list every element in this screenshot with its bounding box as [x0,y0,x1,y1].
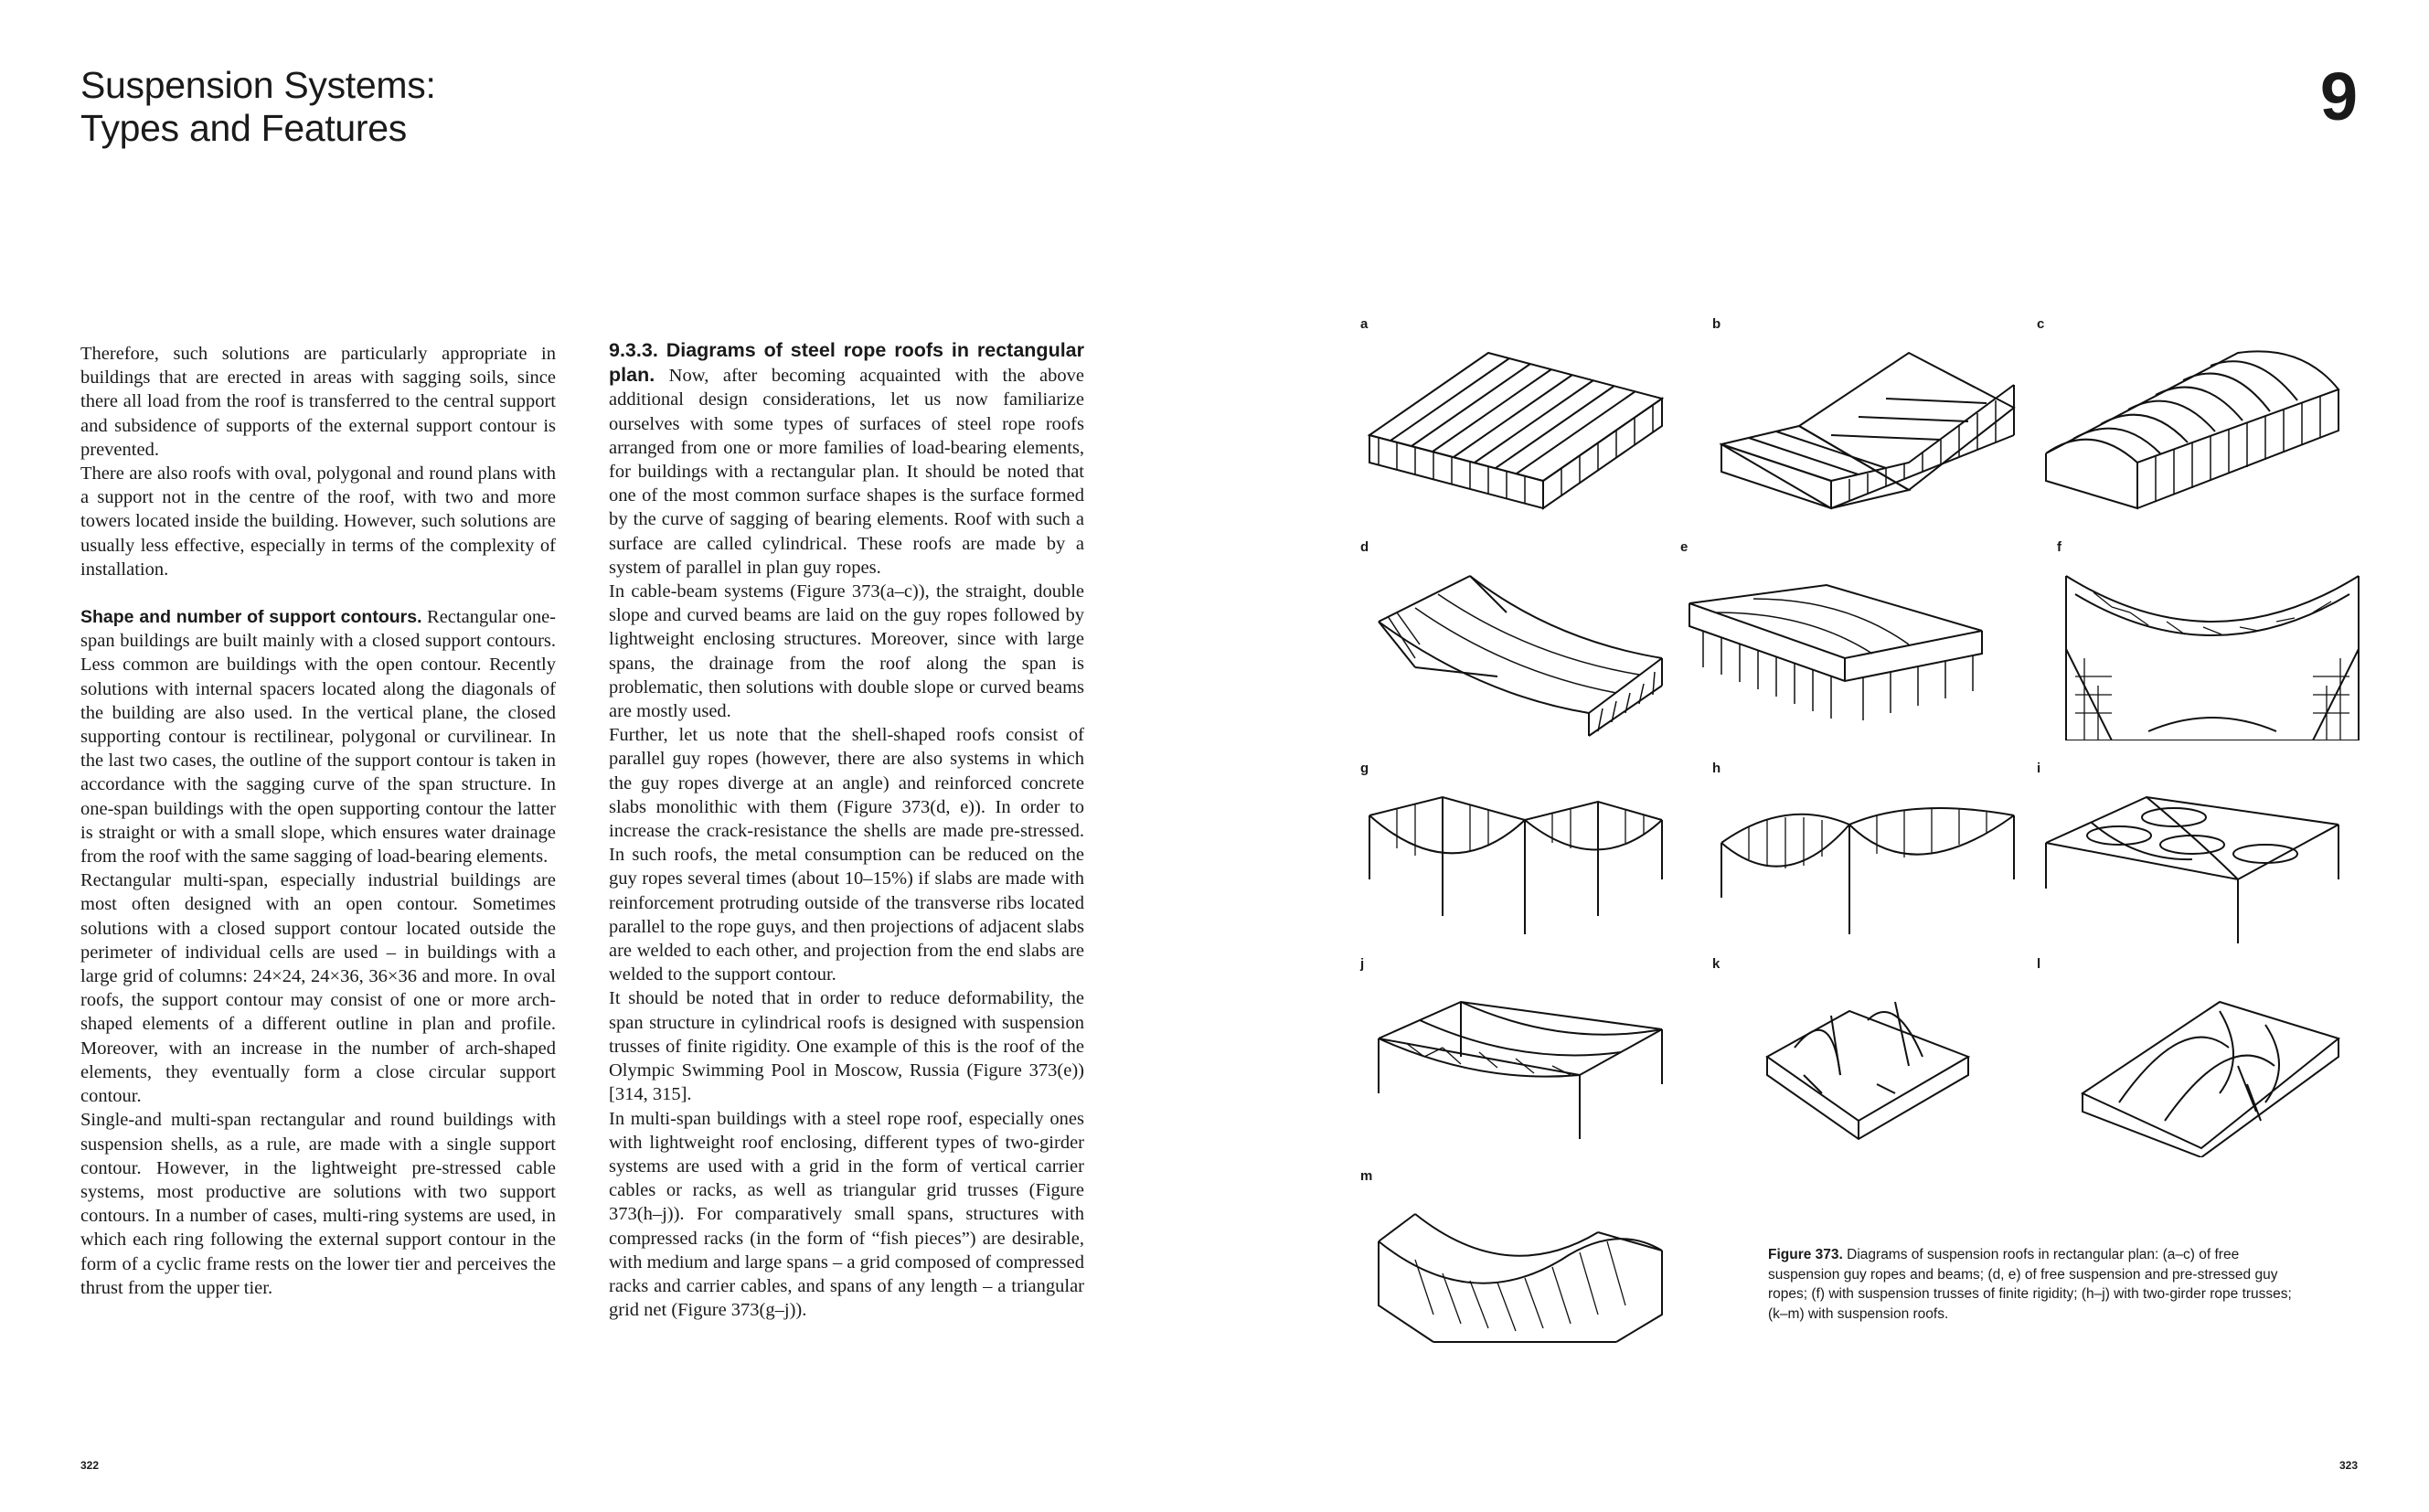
paragraph-text: Rectangular one-span buildings are built mainly with a closed support contours. Less common are buildings with the open contour. Recently solutions with internal spacers located along the diagonals of the building are also used. In the vertical plane, the closed supporting contour is rectilinear, polygonal or curvilinear. In the last two cases, the outline of the support contour is taken in accordance with the sagging curve of the span structure. In one-span buildings with the open supporting contour the latter is straight or with a small slope, which ensures water drainage from the roof with the same sagging of load-bearing elements. [80,607,556,868]
paragraph: Further, let us note that the shell-shaped roofs consist of parallel guy ropes (however, there are also systems in which the guy ropes diverge at an angle) and reinforced concrete slabs monolithic with them (Figure 373(d, e)). In order to increase the crack-resistance the shells are made pre-stressed. In such roofs, the metal consumption can be reduced on the guy ropes several times (about 10–15%) if slabs are made with reinforcement protruding outside of the transverse ribs located parallel to the rope guys, and then projections of adjacent slabs are welded to each other, and projection from the end slabs are welded to the support contour. [609,725,1084,985]
paragraph: Rectangular multi-span, especially industrial buildings are most often designed with an open contour. Sometimes solutions with a closed support contour located outside the perimeter of individual cells are used – in buildings with a large grid of columns: 24×24, 24×36, 36×36 and more. In oval roofs, the support contour may consist of one or more arch-shaped elements of a different outline in plan and profile. Moreover, with an increase in the number of arch-shaped elements, they eventually form a close circular support contour. [80,870,556,1107]
chapter-number: 9 [2319,59,2358,134]
panel-letter: d [1360,539,1369,555]
panel-letter: c [2037,316,2045,332]
panel-letter: h [1712,761,1721,776]
panel-letter: e [1680,539,1689,555]
title-line-1: Suspension Systems: [80,64,436,106]
text-column-left [80,342,556,1300]
paragraph: In cable-beam systems (Figure 373(a–c)), the straight, double slope and curved beams are laid on the guy ropes followed by lightweight enclosing structures. Moreover, since with large spans, the drainage from the roof along the span is problematic, then solutions with double slope or curved beams are mostly used. [609,581,1084,722]
run-in-heading: Shape and number of support contours. [80,607,422,628]
figure-caption [1768,1245,2307,1324]
diagram-two-girder-racks [1360,779,1671,962]
diagram-double-slope-roof [1712,335,2023,517]
title-line-2: Types and Features [80,107,407,149]
figure-panel-g [1360,761,1671,943]
diagram-suspension-truss-section [2057,558,2368,740]
diagram-two-girder-lenticular [1712,779,2023,962]
paragraph-text: Now, after becoming acquainted with the above additional design considerations, let us now familiarize ourselves with some types of surfaces of steel rope roofs arranged from one or more families of load-bearing elements, for buildings with a rectangular plan. It should be noted that one of the most common surface shapes is the surface formed by the curve of sagging of bearing elements. Roof with such a surface are called cylindrical. These roofs are made by a system of parallel in plan guy ropes. [609,366,1084,578]
figure-panel-i [2037,761,2348,943]
diagram-suspension-roof-arches [1360,1187,1671,1369]
paragraph [80,605,556,868]
diagram-curved-beam-roof [2037,335,2348,517]
diagram-triangular-grid-trusses [1360,974,1671,1157]
figure-panel-f [2057,539,2368,722]
diagram-flat-beam-roof [1360,335,1671,517]
panel-letter: l [2037,956,2041,972]
page-number-right: 323 [2338,1459,2358,1472]
page-number-left: 322 [80,1459,100,1472]
paragraph: Single-and multi-span rectangular and round buildings with suspension shells, as a rule, are made with a single support contour. However, in the lightweight pre-stressed cable systems, most productive are solutions with two support contours. In a number of cases, multi-ring systems are used, in which each ring following the external support contour in the form of a cyclic frame rests on the lower tier and perceives the thrust from the upper tier. [80,1110,556,1298]
diagram-two-girder-grid [2037,779,2348,962]
paragraph: There are also roofs with oval, polygonal and round plans with a support not in the centre of the roof, with two and more towers located inside the building. However, such solutions are usually less effective, especially in terms of the complexity of installation. [80,463,556,580]
diagram-shell-roof-frames [1360,558,1671,740]
text-column-middle [609,338,1084,1322]
panel-letter: g [1360,761,1369,776]
caption-text: Diagrams of suspension roofs in rectangular plan: (a–c) of free suspension guy ropes and beams; (d, e) of free suspension and pre-stressed guy ropes; (f) with suspension trusses of finite rigidity; (h–j) with two-girder rope trusses; (k–m) with suspension roofs. [1768,1247,2292,1322]
diagram-suspension-roof-saddle [1712,974,2023,1157]
panel-letter: i [2037,761,2041,776]
panel-letter: k [1712,956,1721,972]
page-title [80,64,436,150]
figure-panel-j [1360,956,1671,1139]
figure-panel-c [2037,316,2348,499]
panel-letter: b [1712,316,1721,332]
diagram-shell-roof-colonnade [1680,558,1991,740]
paragraph: It should be noted that in order to reduce deformability, the span structure in cylindrical roofs is designed with suspension trusses of finite rigidity. One example of this is the roof of the Olympic Swimming Pool in Moscow, Russia (Figure 373(e)) [314, 315]. [609,988,1084,1105]
figure-panel-a [1360,316,1671,499]
caption-label: Figure 373. [1768,1247,1843,1262]
figure-panel-l [2037,956,2348,1139]
section-heading: 9.3.3. Diagrams of steel rope roofs in rectangular plan. [609,339,1084,387]
figure-panel-d [1360,539,1671,722]
paragraph [609,338,1084,580]
panel-letter: f [2057,539,2061,555]
figure-panel-m [1360,1168,1671,1351]
diagram-suspension-roof-diagonal [2037,974,2348,1157]
figure-panel-e [1680,539,1991,722]
figure-panel-h [1712,761,2023,943]
paragraph: Therefore, such solutions are particularly appropriate in buildings that are erected in areas with sagging soils, since there all load from the roof is transferred to the central support and subsidence of supports of the external support contour is prevented. [80,344,556,460]
panel-letter: m [1360,1168,1373,1184]
figure-panel-b [1712,316,2023,499]
panel-letter: j [1360,956,1365,972]
paragraph: In multi-span buildings with a steel rope roof, especially ones with lightweight roof enclosing, different types of two-girder systems are used with a grid in the form of vertical carrier cables or racks, as well as triangular grid trusses (Figure 373(h–j)). For comparatively small spans, structures with compressed racks (in the form of “fish pieces”) are desirable, with medium and large spans – a grid composed of compressed racks and carrier cables, and spans of any length – a triangular grid net (Figure 373(g–j)). [609,1108,1084,1321]
figure-panel-k [1712,956,2023,1139]
panel-letter: a [1360,316,1369,332]
